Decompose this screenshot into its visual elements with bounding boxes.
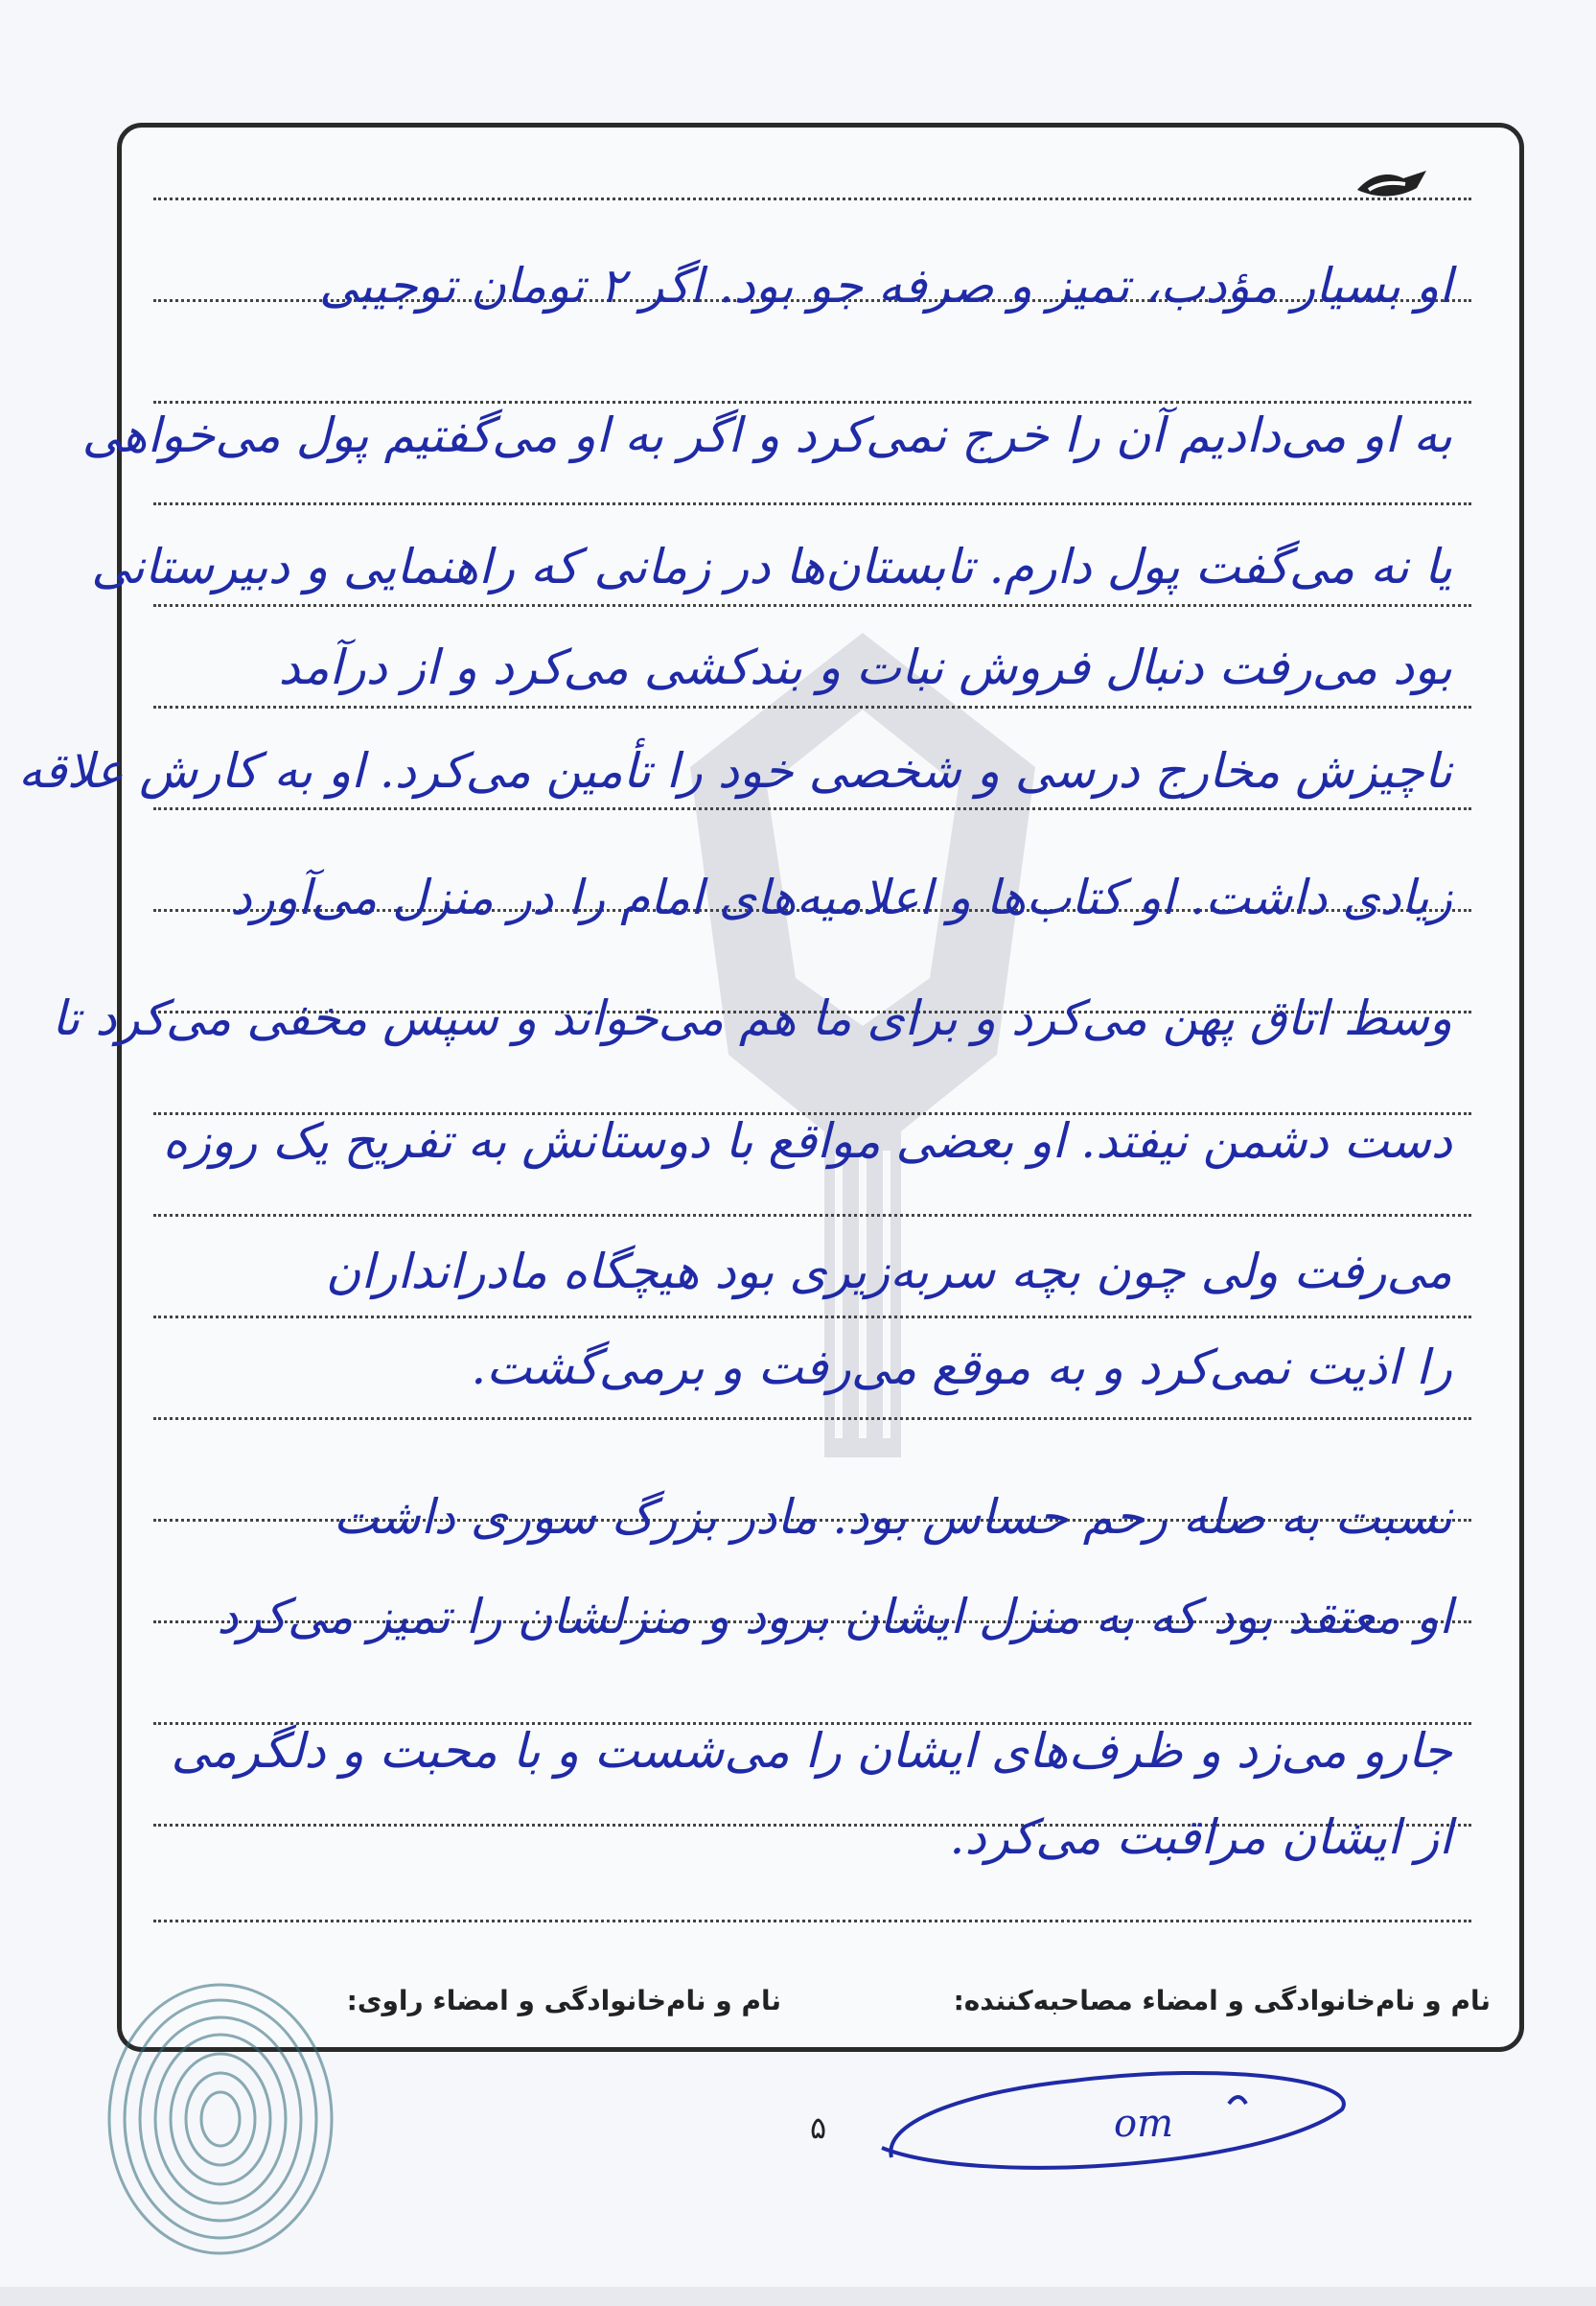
dotted-rule — [153, 604, 1471, 607]
dotted-rule — [153, 706, 1471, 709]
dotted-rule — [153, 1417, 1471, 1420]
interviewer-signature-label: نام و نام‌خانوادگی و امضاء مصاحبه‌کننده: — [953, 1985, 1491, 2016]
handwritten-line: را اذیت نمی‌کرد و به موقع می‌رفت و برمی‌گشت. — [471, 1339, 1452, 1395]
handwritten-line: دست دشمن نیفتد. او بعضی مواقع با دوستانش به تفریح یک روزه — [162, 1113, 1452, 1169]
dotted-rule — [153, 502, 1471, 505]
handwritten-line: بود می‌رفت دنبال فروش نبات و بندکشی می‌کرد و از درآمد — [278, 640, 1452, 695]
dotted-rule — [153, 1920, 1471, 1922]
fingerprint-mark — [67, 1966, 364, 2263]
page-number: ۵ — [810, 2109, 827, 2146]
handwritten-line: جارو می‌زد و ظرف‌های ایشان را می‌شست و با محبت و دلگرمی — [171, 1723, 1452, 1779]
handwritten-line: ناچیزش مخارج درسی و شخصی خود را تأمین می‌کرد. او به کارش علاقه — [17, 743, 1452, 799]
dotted-rule — [153, 1316, 1471, 1318]
handwritten-line: یا نه می‌گفت پول دارم. تابستان‌ها در زمانی که راهنمایی و دبیرستانی — [91, 539, 1452, 594]
handwritten-line: نسبت به صله رحم حساس بود. مادر بزرگ سوری داشت — [333, 1489, 1452, 1545]
handwritten-line: وسط اتاق پهن می‌کرد و برای ما هم می‌خواند و سپس مخفی می‌کرد تا — [52, 990, 1452, 1046]
pen-icon — [1350, 161, 1432, 209]
handwritten-line: از ایشان مراقبت می‌کرد. — [949, 1809, 1452, 1865]
handwritten-line: زیادی داشت. او کتاب‌ها و اعلامیه‌های امام را در منزل می‌آورد — [230, 870, 1452, 925]
scan-bottom-edge — [0, 2287, 1596, 2306]
handwritten-line: او بسیار مؤدب، تمیز و صرفه جو بود. اگر ۲ تومان توجیبی — [318, 258, 1452, 314]
interviewer-signature — [863, 2052, 1361, 2186]
dotted-rule — [153, 1214, 1471, 1217]
handwritten-line: به او می‌دادیم آن را خرج نمی‌کرد و اگر به او می‌گفتیم پول می‌خواهی — [81, 408, 1452, 463]
handwritten-line: او معتقد بود که به منزل ایشان برود و منزلشان را تمیز می‌کرد — [217, 1589, 1452, 1644]
dotted-rule — [153, 807, 1471, 810]
dotted-rule — [153, 198, 1471, 200]
signature-text: om — [1114, 2102, 1174, 2146]
narrator-signature-label: نام و نام‌خانوادگی و امضاء راوی: — [346, 1985, 781, 2016]
handwritten-line: می‌رفت ولی چون بچه سربه‌زیری بود هیچگاه مادرانداران — [325, 1244, 1452, 1299]
